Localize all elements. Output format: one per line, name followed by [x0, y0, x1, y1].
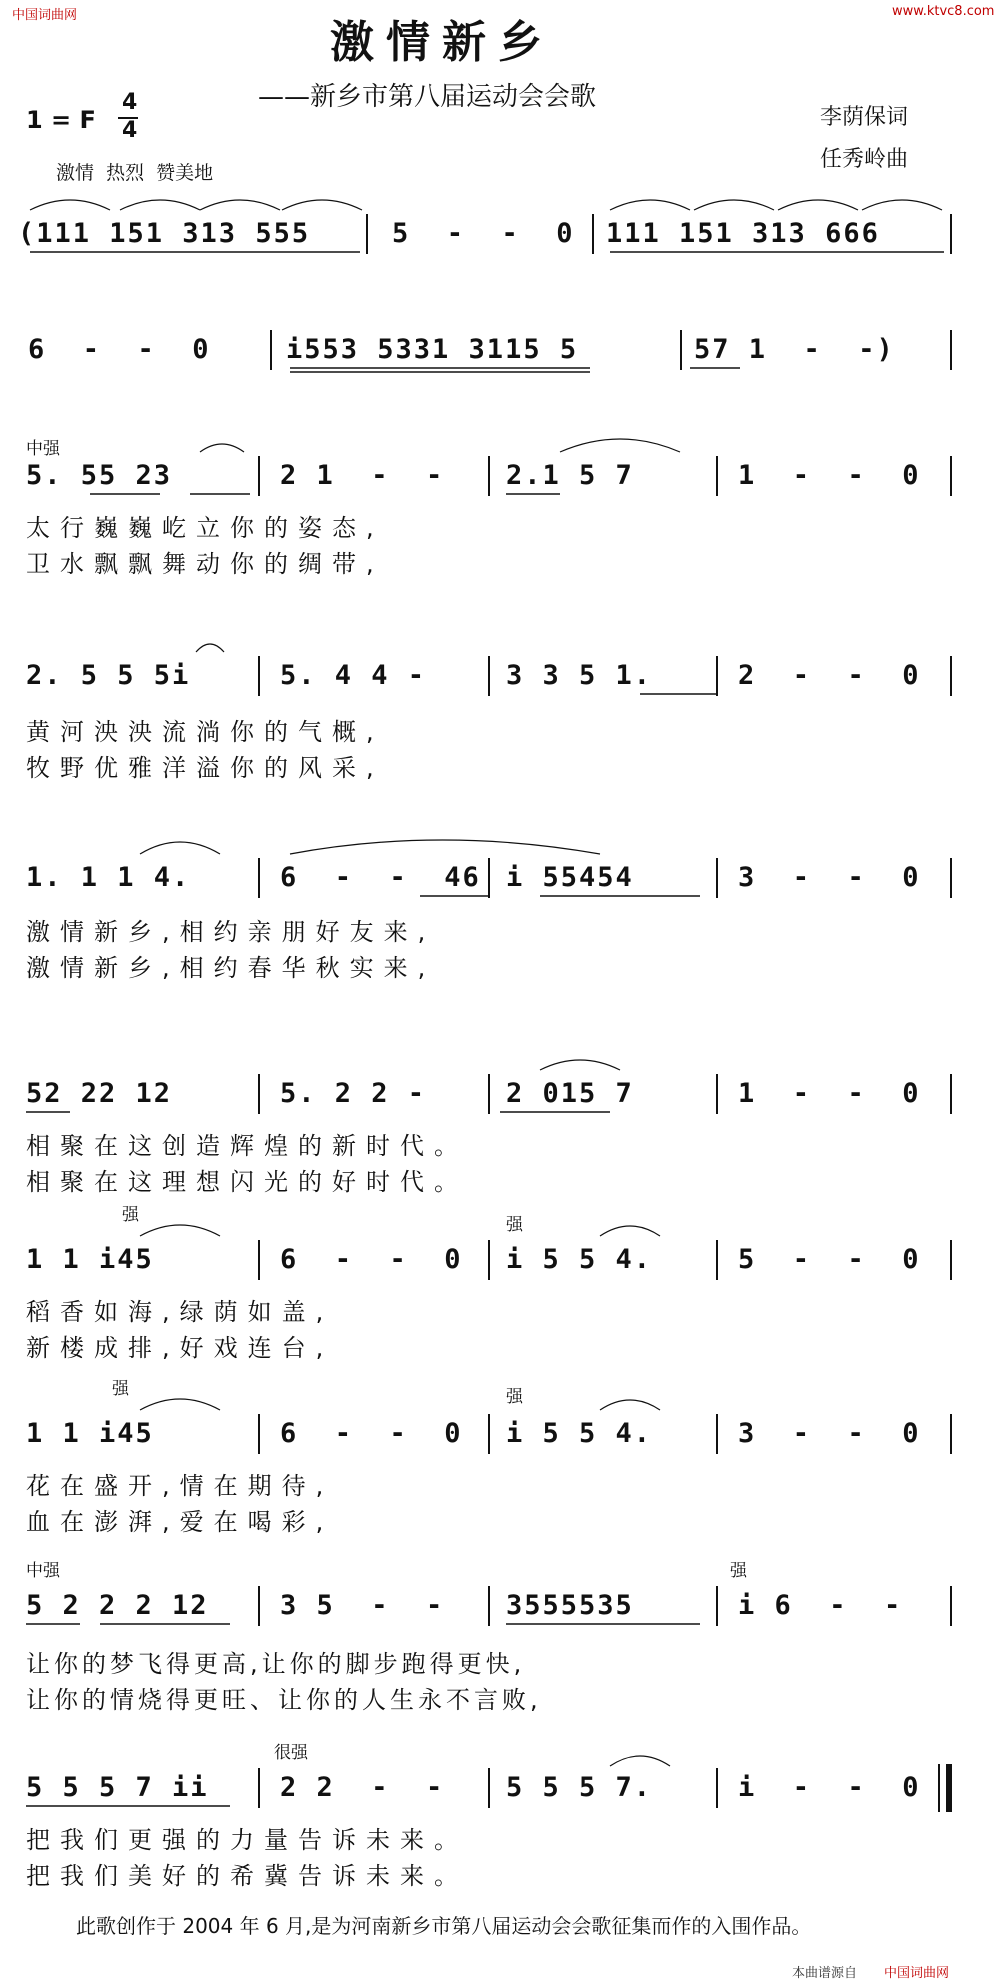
dynamic-marking: 中强	[26, 439, 60, 459]
lyrics-verse-2: 卫水飘飘舞动你的绸带,	[26, 550, 384, 578]
dynamic-marking: 强	[506, 1215, 523, 1235]
measure-2: 5. 4 4 -	[280, 660, 427, 691]
watermark-top-right: www.ktvc8.com	[892, 4, 995, 19]
dynamic-marking: 中强	[26, 1561, 60, 1581]
measure-2: 5. 2 2 -	[280, 1078, 427, 1109]
watermark-bottom-site: 中国词曲网	[884, 1966, 950, 1981]
measure-1: 1. 1 1 4.	[26, 862, 191, 893]
footnote: 此歌创作于 2004 年 6 月,是为河南新乡市第八届运动会会歌征集而作的入围作品。	[76, 1914, 812, 1938]
measure-2: 2 2 - -	[280, 1772, 445, 1803]
measure-3: 57 1 - -)	[694, 334, 895, 365]
time-signature-bottom: 4	[122, 118, 138, 143]
time-signature-top: 4	[122, 90, 138, 115]
measure-3: 3555535	[506, 1590, 634, 1621]
measure-2: i553 5331 3115 5	[286, 334, 579, 365]
measure-1: 5 2 2 2 12	[26, 1590, 209, 1621]
lyrics-verse-2: 激情新乡,相约春华秋实来,	[26, 954, 436, 982]
tempo-marking: 激情 热烈 赞美地	[56, 162, 214, 184]
measure-4: 3 - - 0	[738, 862, 921, 893]
lyrics-verse-1: 激情新乡,相约亲朋好友来,	[26, 918, 436, 946]
measure-4: i - - 0	[738, 1772, 921, 1803]
measure-4: 1 - - 0	[738, 460, 921, 491]
lyrics-verse-1: 黄河泱泱流淌你的气概,	[26, 718, 384, 746]
measure-2: 6 - - 0	[280, 1244, 463, 1275]
lyrics-verse-2: 血在澎湃,爱在喝彩,	[26, 1508, 334, 1536]
dynamic-marking: 强	[730, 1561, 747, 1581]
measure-4: 2 - - 0	[738, 660, 921, 691]
measure-2: 6 - - 0	[280, 1418, 463, 1449]
measure-2: 6 - - 46	[280, 862, 481, 893]
dynamic-marking: 很强	[274, 1743, 308, 1763]
dynamic-marking: 强	[506, 1387, 523, 1407]
measure-3: 2 015 7	[506, 1078, 634, 1109]
watermark-bottom-source: 本曲谱源自	[792, 1966, 858, 1981]
lyrics-verse-2: 牧野优雅洋溢你的风采,	[26, 754, 384, 782]
measure-3: 111 151 313 666	[606, 218, 880, 249]
watermark-top-left: 中国词曲网	[12, 8, 78, 23]
measure-1: 6 - - 0	[28, 334, 211, 365]
measure-1: 5 5 5 7 ii	[26, 1772, 209, 1803]
measure-3: i 5 5 4.	[506, 1418, 653, 1449]
measure-4: 5 - - 0	[738, 1244, 921, 1275]
lyrics-verse-1: 花在盛开,情在期待,	[26, 1472, 334, 1500]
lyrics-verse-1: 太行巍巍屹立你的姿态,	[26, 514, 384, 542]
lyricist: 李荫保词	[820, 105, 909, 130]
measure-1: 52 22 12	[26, 1078, 173, 1109]
lyrics-verse-1: 相聚在这创造辉煌的新时代。	[26, 1132, 468, 1160]
measure-2: 5 - - 0	[392, 218, 575, 249]
measure-1: 2. 5 5 5i	[26, 660, 191, 691]
lyrics-verse-1: 稻香如海,绿荫如盖,	[26, 1298, 334, 1326]
measure-4: i 6 - -	[738, 1590, 903, 1621]
lyrics-verse-2: 让你的情烧得更旺、让你的人生永不言败,	[26, 1686, 542, 1714]
key-signature: 1 = F	[26, 106, 96, 134]
measure-3: 3 3 5 1.	[506, 660, 653, 691]
lyrics-verse-2: 相聚在这理想闪光的好时代。	[26, 1168, 468, 1196]
song-subtitle: ——新乡市第八届运动会会歌	[258, 82, 597, 112]
measure-3: 5 5 5 7.	[506, 1772, 653, 1803]
measure-1: 5. 55 23	[26, 460, 173, 491]
lyrics-verse-2: 把我们美好的希冀告诉未来。	[26, 1862, 468, 1890]
measure-4: 1 - - 0	[738, 1078, 921, 1109]
song-title: 激情新乡	[330, 17, 554, 68]
measure-1: 1 1 i45	[26, 1418, 154, 1449]
measure-4: 3 - - 0	[738, 1418, 921, 1449]
measure-1: (111 151 313 555	[18, 218, 311, 249]
measure-3: i 55454	[506, 862, 634, 893]
measure-1: 1 1 i45	[26, 1244, 154, 1275]
measure-3: i 5 5 4.	[506, 1244, 653, 1275]
lyrics-verse-1: 把我们更强的力量告诉未来。	[26, 1826, 468, 1854]
dynamic-marking: 强	[112, 1379, 129, 1399]
composer: 任秀岭曲	[820, 147, 909, 172]
lyrics-verse-2: 新楼成排,好戏连台,	[26, 1334, 334, 1362]
measure-2: 3 5 - -	[280, 1590, 445, 1621]
lyrics-verse-1: 让你的梦飞得更高,让你的脚步跑得更快,	[26, 1650, 526, 1678]
measure-3: 2.1 5 7	[506, 460, 634, 491]
measure-2: 2 1 - -	[280, 460, 445, 491]
dynamic-marking: 强	[122, 1205, 139, 1225]
